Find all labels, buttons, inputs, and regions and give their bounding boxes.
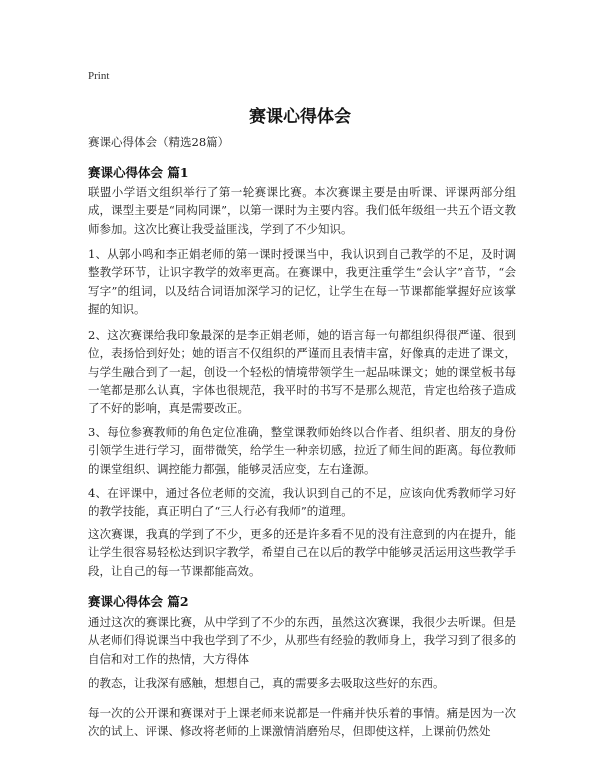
paragraph: 的教态，让我深有感触，想想自己，真的需要多去吸取这些好的东西。 [88, 676, 445, 690]
paragraph: 每一次的公开课和赛课对于上课老师来说都是一件痛并快乐着的事情。痛是因为一次次的试上、评课、修改将老师的上课激情消磨殆尽，但即使这样，上课前仍然处 [88, 706, 516, 739]
paragraph: 1、从郭小鸣和李正娟老师的第一课时授课当中，我认识到自己教学的不足，及时调整教学环节，让识字教学的效率更高。在赛课中，我更注重学生“会认字”音节，“会写字”的组词，以及结合词语加深学习的记忆，让学生在每一节课都能掌握好应该掌握的知识。 [88, 247, 516, 316]
paragraph: 2、这次赛课给我印象最深的是李正娟老师，她的语言每一句都组织得很严谨、很到位，表扬恰到好处；她的语言不仅组织的严谨而且表情丰富，好像真的走进了课文，与学生融合到了一起，创设一个轻松的情境带领学生一起品味课文；她的课堂板书每一笔都是那么认真，字体也很规范，我平时的书写不是那么规范，肯定也给孩子造成了不好的影响，真是需要改正。 [88, 328, 516, 416]
document-title: 赛课心得体会 [249, 107, 351, 127]
section-heading: 赛课心得体会 篇2 [88, 594, 189, 609]
paragraph: 联盟小学语文组织举行了第一轮赛课比赛。本次赛课主要是由听课、评课两部分组成，课型主要是“同构同课”，以第一课时为主要内容。我们低年级组一共五个语文教师参加。这次比赛让我受益匪浅，学到了不少知识。 [88, 185, 516, 236]
section-heading: 赛课心得体会 篇1 [88, 165, 189, 180]
paragraph: 通过这次的赛课比赛，从中学到了不少的东西，虽然这次赛课，我很少去听课。但是从老师们得说课当中我也学到了不少，从那些有经验的教师身上，我学习到了很多的自信和对工作的热情，大方得体 [88, 615, 516, 666]
print-link[interactable]: Print [88, 70, 110, 82]
paragraph: 3、每位参赛教师的角色定位准确，整堂课教师始终以合作者、组织者、朋友的身份引领学生进行学习，面带微笑，给学生一种亲切感，拉近了师生间的距离。每位教师的课堂组织、调控能力都强，能够灵活应变，左右逢源。 [88, 425, 516, 476]
paragraph: 这次赛课，我真的学到了不少，更多的还是许多看不见的没有注意到的内在提升，能让学生很容易轻松达到识字教学，希望自己在以后的教学中能够灵活运用这些教学手段，让自己的每一节课都能高效。 [88, 527, 516, 578]
document-subtitle: 赛课心得体会（精选28篇） [88, 135, 230, 149]
paragraph: 4、在评课中，通过各位老师的交流，我认识到自己的不足，应该向优秀教师学习好的教学技能，真正明白了“三人行必有我师”的道理。 [88, 486, 516, 519]
